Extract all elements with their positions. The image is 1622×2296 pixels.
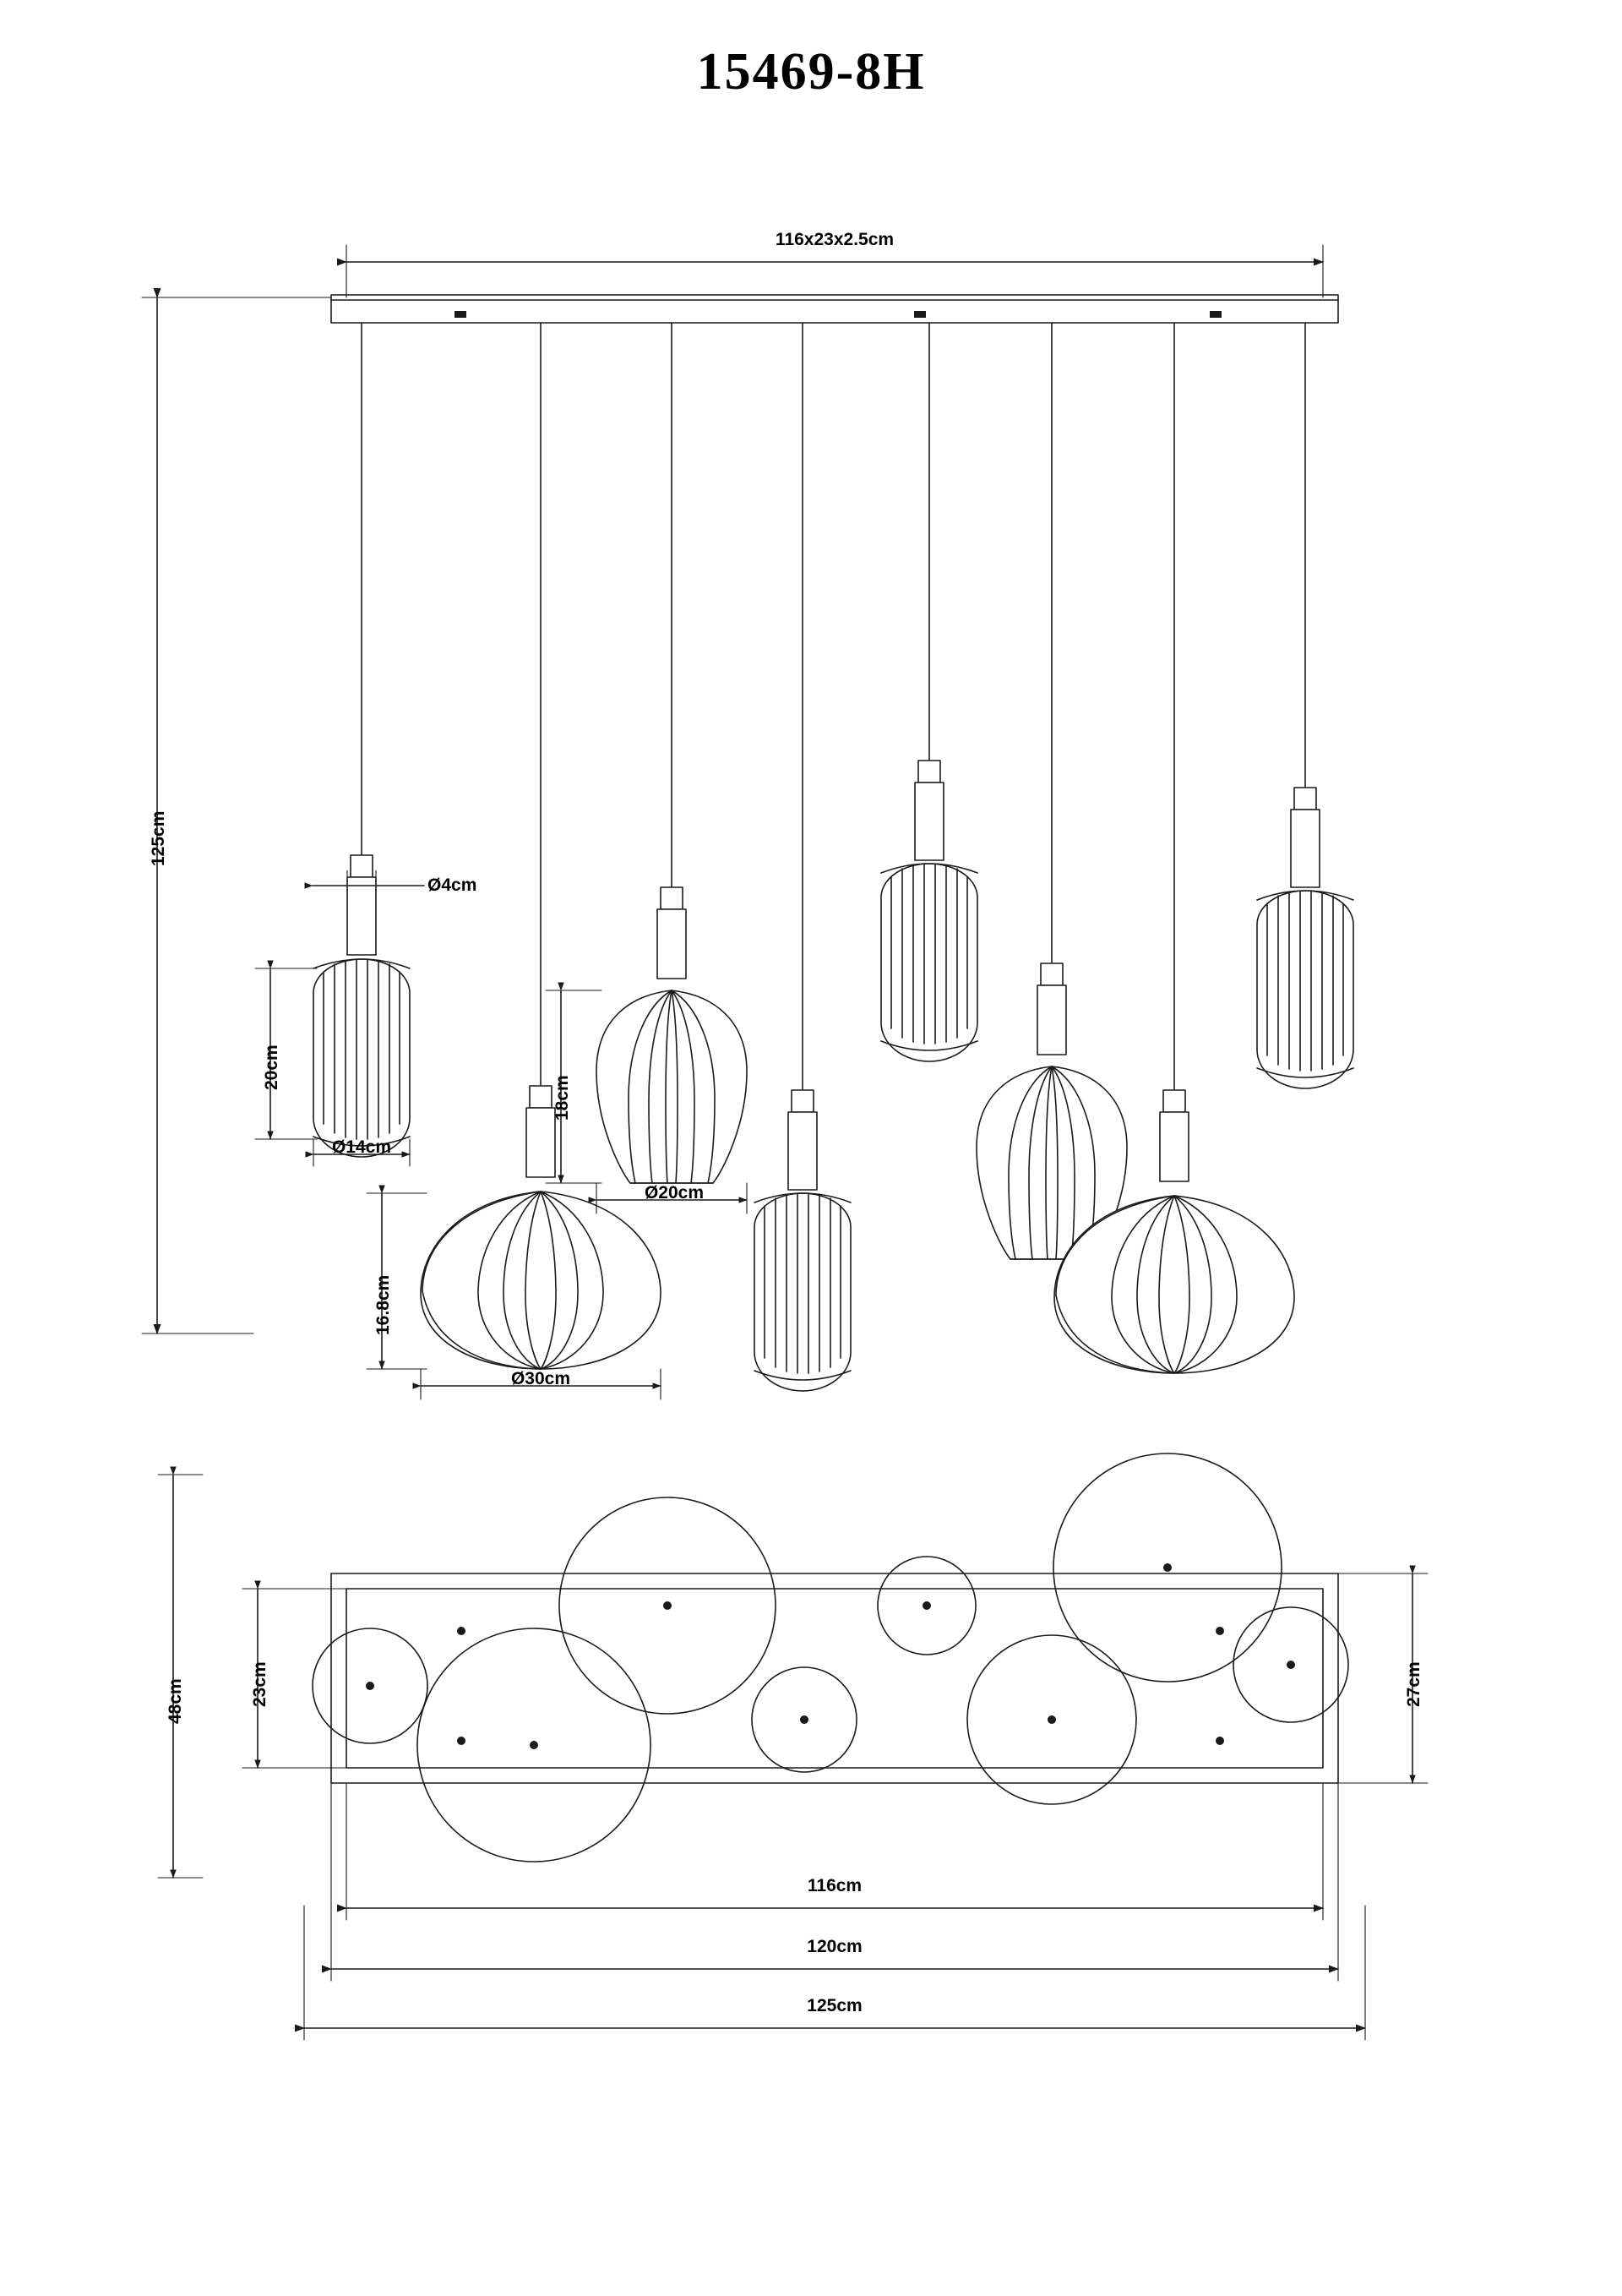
dim-label-inner-width: 23cm: [250, 1661, 269, 1707]
dim-label-shade-a-height: 20cm: [262, 1044, 281, 1090]
dim-plate-48: [158, 1475, 203, 1878]
dim-label-length-outer: 125cm: [807, 1996, 863, 2015]
dim-label-canopy: 116x23x2.5cm: [775, 230, 895, 249]
dim-label-shade-b-dia: Ø20cm: [644, 1183, 705, 1203]
dim-label-length-mid: 120cm: [807, 1937, 863, 1956]
dim-label-shade-b-height: 18cm: [552, 1075, 572, 1121]
dim-label-plate-width: 48cm: [166, 1678, 185, 1724]
pendant-1: [313, 323, 410, 1157]
dim-label-socket-dia: Ø4cm: [427, 875, 477, 895]
pendant-3: [596, 323, 747, 1183]
dim-total-height: [142, 297, 331, 1333]
dim-label-shade-a-dia: Ø14cm: [331, 1137, 392, 1157]
canopy-bar: [331, 295, 1338, 323]
pendant-4: [754, 323, 851, 1391]
pendant-5: [881, 323, 977, 1061]
dim-label-right-width: 27cm: [1404, 1661, 1423, 1707]
dim-label-shade-c-dia: Ø30cm: [510, 1369, 571, 1388]
dim-canopy: [346, 245, 1323, 297]
top-plate: [331, 1573, 1338, 1783]
pendant-8: [1257, 323, 1353, 1088]
dim-label-total-height: 125cm: [149, 810, 168, 866]
dim-label-length-inner: 116cm: [807, 1876, 863, 1895]
pendant-2: [421, 323, 661, 1369]
pendant-6: [977, 323, 1127, 1259]
page-title: 15469-8H: [696, 43, 926, 101]
dim-len-116: [346, 1783, 1323, 1920]
dim-len-125: [304, 1906, 1365, 2040]
dim-label-shade-c-height: 16.8cm: [373, 1274, 393, 1335]
